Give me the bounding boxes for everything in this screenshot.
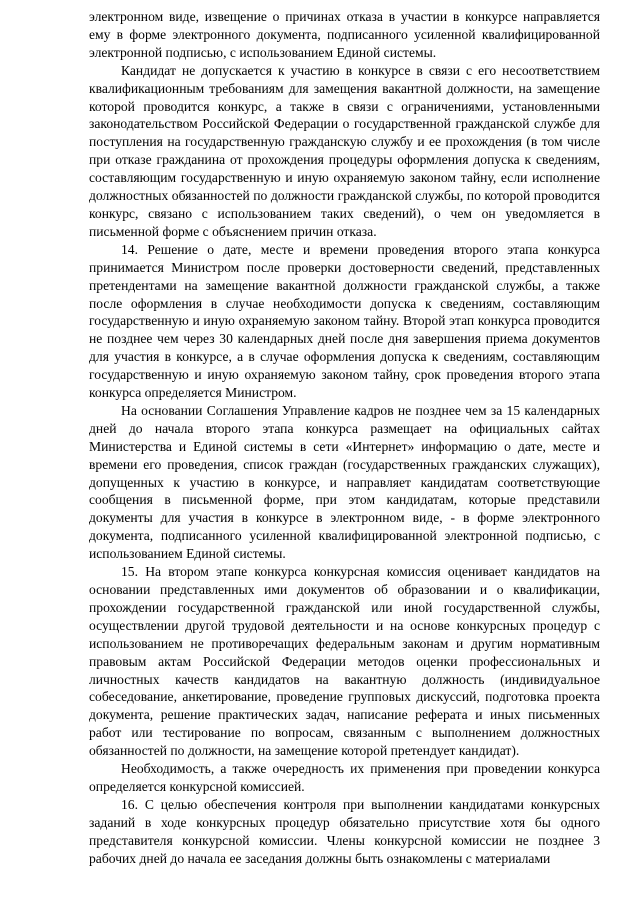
paragraph-candidate-not-admitted: Кандидат не допускается к участию в конкурсе в связи с его несоответствием квалификационным требованиям для замещения вакантной должности, на замещение которой проводится конкурс, а также в связи с ограничениями, установленными законодательством Российской Федерации о государственной гражданской службе для поступления на государственную гражданскую службу и ее прохождения (в том числе при отказе гражданина от прохождения процедуры оформления допуска к сведениям, составляющим государственную и иную охраняемую законом тайну, если исполнение должностных обязанностей по должности гражданской службы, по которой проводится конкурс, связано с использованием таких сведений), о чем он уведомляется в письменной форме с объяснением причин отказа. bbox=[89, 62, 600, 239]
paragraph-agreement-notice: На основании Соглашения Управление кадров не позднее чем за 15 календарных дней до начала второго этапа конкурса размещает на официальных сайтах Министерства и Единой системы в сети «Интернет» информацию о дате, месте и времени его проведения, список граждан (государственных гражданских служащих), допущенных к участию в конкурсе, и направляет кандидатам соответствующие сообщения в письменной форме, при этом кандидатам, которые представили документы для участия в конкурсе в электронном виде, - в форме электронного документа, подписанного усиленной квалифицированной электронной подписью, с использованием Единой системы. bbox=[89, 402, 600, 562]
paragraph-continuation: электронном виде, извещение о причинах отказа в участии в конкурсе направляется ему в форме электронного документа, подписанного усиленной квалифицированной электронной подписью, с использованием Единой системы. bbox=[89, 9, 600, 60]
paragraph-necessity: Необходимость, а также очередность их применения при проведении конкурса определяется конкурсной комиссией. bbox=[89, 761, 600, 794]
paragraph-clause-15: 15. На втором этапе конкурса конкурсная комиссия оценивает кандидатов на основании представленных ими документов об образовании и о квалификации, прохождении государственной гражданской или иной государственной службы, осуществлении другой трудовой деятельности и на основе конкурсных процедур с использованием не противоречащих федеральным законам и другим нормативным правовым актам Российской Федерации методов оценки профессиональных и личностных качеств кандидатов на вакантную должность (индивидуальное собеседование, анкетирование, проведение групповых дискуссий, подготовка проекта документа, решение практических задач, написание реферата и иных письменных работ или тестирование по вопросам, связанным с выполнением должностных обязанностей по должности, на замещение которой претендует кандидат). bbox=[89, 564, 600, 759]
paragraph-clause-14: 14. Решение о дате, месте и времени проведения второго этапа конкурса принимается Министром после проверки достоверности сведений, представленных претендентами на замещение вакантной должности гражданской службы, а также после оформления в случае необходимости допуска к сведениям, составляющим государственную и иную охраняемую законом тайну. Второй этап конкурса проводится не позднее чем через 30 календарных дней после дня завершения приема документов для участия в конкурсе, а в случае оформления допуска к сведениям, составляющим государственную и иную охраняемую законом тайну, срок проведения второго этапа конкурса определяется Министром. bbox=[89, 241, 600, 401]
paragraph-clause-16: 16. С целью обеспечения контроля при выполнении кандидатами конкурсных заданий в ходе конкурсных процедур обязательно присутствие хотя бы одного представителя конкурсной комиссии. Члены конкурсной комиссии не позднее 3 рабочих дней до начала ее заседания должны быть ознакомлены с материалами bbox=[89, 796, 600, 866]
